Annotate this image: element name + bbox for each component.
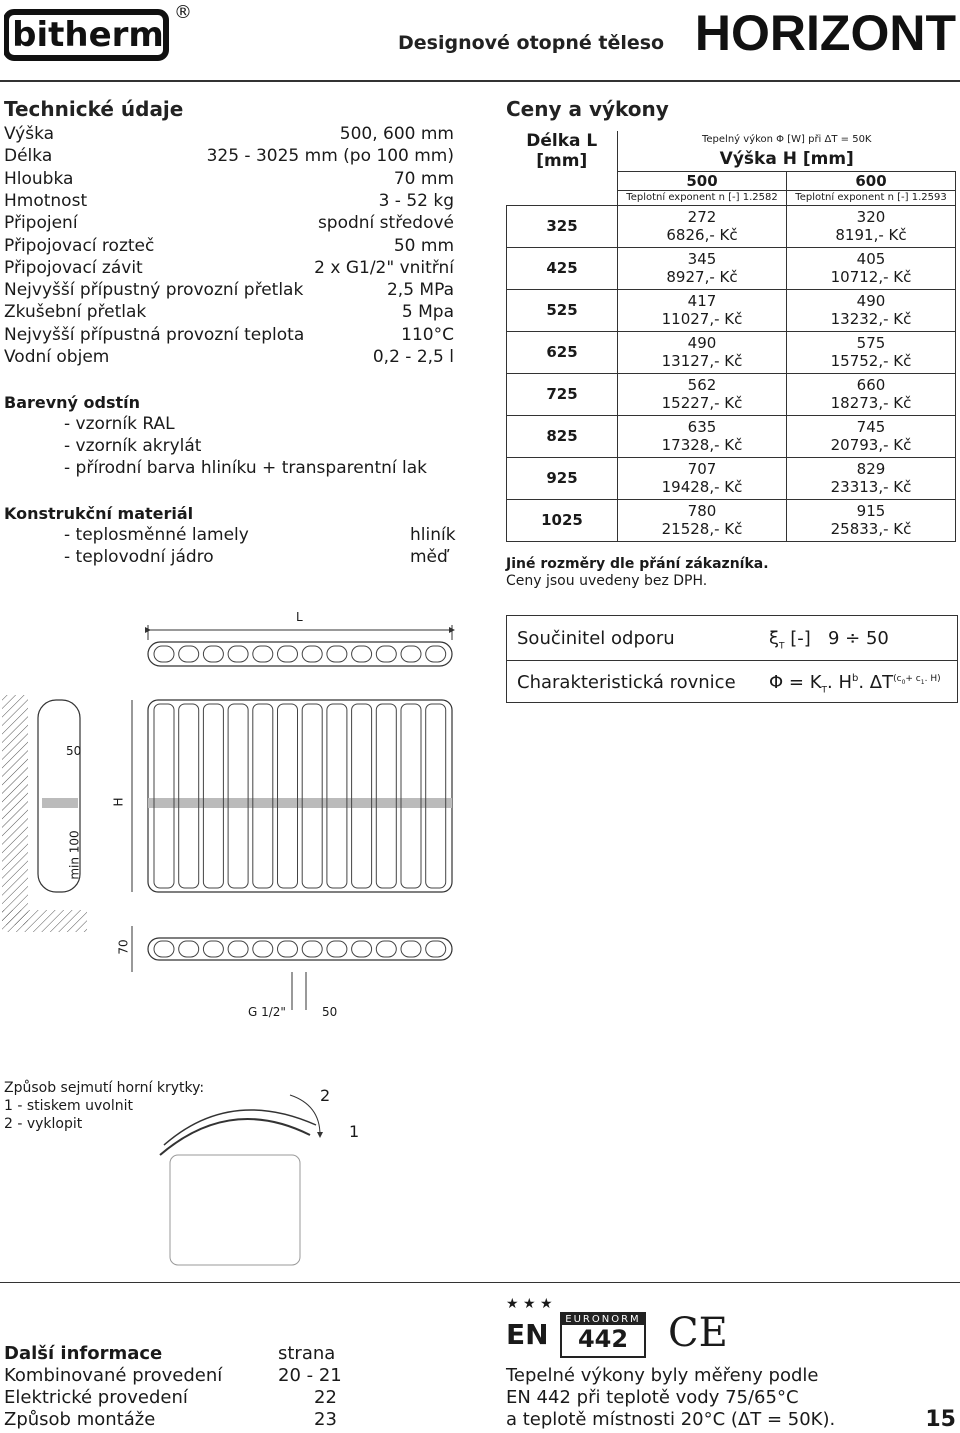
step-number-2: 2 xyxy=(320,1086,331,1105)
length-cell: 625 xyxy=(507,331,618,373)
power-value: 635 xyxy=(687,418,717,436)
fin xyxy=(352,941,372,957)
fin xyxy=(253,704,273,888)
spec-row xyxy=(4,236,454,258)
price-cell xyxy=(787,247,956,289)
spec-row xyxy=(4,213,454,235)
spec-row xyxy=(4,191,454,213)
fin xyxy=(228,646,248,662)
price-value: 21528,- Kč xyxy=(661,520,743,538)
price-row xyxy=(507,331,956,373)
fin xyxy=(253,646,273,662)
power-value: 562 xyxy=(687,376,717,394)
spacer xyxy=(507,190,618,205)
length-cell: 425 xyxy=(507,247,618,289)
fin xyxy=(228,704,248,888)
price-value: 20793,- Kč xyxy=(830,436,912,454)
spec-label: Zkušební přetlak xyxy=(4,302,147,323)
power-value: 490 xyxy=(856,292,886,310)
specs-heading: Technické údaje xyxy=(4,97,184,121)
spec-value: 0,2 - 2,5 l xyxy=(372,347,454,367)
spec-value: 50 mm xyxy=(393,235,454,256)
price-row xyxy=(507,499,956,541)
fin xyxy=(278,941,298,957)
spec-value: 110°C xyxy=(401,324,454,345)
power-value: 915 xyxy=(856,502,886,520)
price-cell xyxy=(618,205,787,247)
price-value: 11027,- Kč xyxy=(661,310,743,328)
prices-heading: Ceny a výkony xyxy=(506,97,669,121)
price-cell xyxy=(787,457,956,499)
fin xyxy=(426,646,446,662)
price-cell xyxy=(787,289,956,331)
fin xyxy=(278,704,298,888)
spec-label: Vodní objem xyxy=(4,347,110,367)
fin xyxy=(352,646,372,662)
price-row xyxy=(507,247,956,289)
resistance-label: Součinitel odporu xyxy=(517,628,675,649)
fin xyxy=(302,646,322,662)
power-value: 490 xyxy=(687,334,717,352)
material-value: hliník xyxy=(410,525,456,545)
more-heading: Další informace xyxy=(4,1343,163,1364)
price-cell xyxy=(618,415,787,457)
spec-label: Připojovací závit xyxy=(4,257,143,278)
fin xyxy=(154,704,174,888)
fin xyxy=(327,704,347,888)
material-item: - teplosměnné lamely xyxy=(64,525,249,545)
dim-H: H xyxy=(111,797,126,807)
color-item: - vzorník RAL xyxy=(64,414,175,434)
dim-L: L xyxy=(296,610,303,624)
spec-value: 2 x G1/2" vnitřní xyxy=(314,257,454,278)
spec-label: Nejvyšší přípustná provozní teplota xyxy=(4,324,305,345)
spec-value: 2,5 MPa xyxy=(386,280,454,301)
price-value: 17328,- Kč xyxy=(661,436,743,454)
fin xyxy=(327,941,347,957)
price-cell xyxy=(787,499,956,541)
cert-text-3: a teplotě místnosti 20°C (ΔT = 50K). xyxy=(506,1409,836,1430)
price-cell xyxy=(618,247,787,289)
fin xyxy=(401,704,421,888)
price-cell xyxy=(618,373,787,415)
page-column-head: strana xyxy=(278,1343,336,1364)
spec-row xyxy=(4,347,454,369)
price-cell xyxy=(618,457,787,499)
price-value: 8191,- Kč xyxy=(835,226,907,244)
spec-row xyxy=(4,169,454,191)
spec-label: Hloubka xyxy=(4,168,74,189)
coefficient-box xyxy=(506,615,958,703)
equation-value: $\Phi = K_T$. $H^b$. $\Delta T^{(c_0+ c_1. H)}$ xyxy=(769,672,941,696)
more-item: Kombinované provedení xyxy=(4,1365,223,1386)
price-cell xyxy=(787,373,956,415)
spec-label: Hmotnost xyxy=(4,190,88,211)
fin xyxy=(401,646,421,662)
spec-row xyxy=(4,146,454,168)
spec-row xyxy=(4,124,454,146)
power-value: 575 xyxy=(856,334,886,352)
power-value: 345 xyxy=(687,250,717,268)
note-custom: Jiné rozměry dle přání zákazníka. xyxy=(506,556,769,572)
price-value: 15227,- Kč xyxy=(661,394,743,412)
note-vat: Ceny jsou uvedeny bez DPH. xyxy=(506,573,708,589)
length-cell: 525 xyxy=(507,289,618,331)
spec-value: spodní středové xyxy=(317,213,454,234)
color-item: - přírodní barva hliníku + transparentní lak xyxy=(64,458,428,478)
power-value: 272 xyxy=(687,208,717,226)
power-value: 320 xyxy=(856,208,886,226)
col-500: 500 xyxy=(618,171,787,190)
price-row xyxy=(507,205,956,247)
length-cell: 1025 xyxy=(507,499,618,541)
more-item: Způsob montáže xyxy=(4,1409,156,1430)
power-value: 405 xyxy=(856,250,886,268)
price-table xyxy=(506,131,956,542)
color-item: - vzorník akrylát xyxy=(64,436,202,456)
exponent-500: Teplotní exponent n [-] 1.2582 xyxy=(618,190,787,205)
material-heading: Konstrukční materiál xyxy=(4,504,194,523)
price-cell xyxy=(618,289,787,331)
price-value: 10712,- Kč xyxy=(830,268,912,286)
equation-label: Charakteristická rovnice xyxy=(517,672,736,693)
price-value: 18273,- Kč xyxy=(830,394,912,412)
cert-text-2: EN 442 při teplotě vody 75/65°C xyxy=(506,1387,799,1408)
fin xyxy=(228,941,248,957)
power-value: 829 xyxy=(856,460,886,478)
registered-mark: ® xyxy=(174,2,192,23)
spec-label: Nejvyšší přípustný provozní přetlak xyxy=(4,280,304,301)
price-row xyxy=(507,289,956,331)
power-value: 745 xyxy=(856,418,886,436)
price-row xyxy=(507,373,956,415)
removal-step2: 2 - vyklopit xyxy=(4,1116,83,1132)
spacer xyxy=(507,171,618,190)
price-row xyxy=(507,457,956,499)
length-header: Délka L [mm] xyxy=(507,131,618,171)
price-value: 6826,- Kč xyxy=(666,226,738,244)
length-cell: 925 xyxy=(507,457,618,499)
page-number: 15 xyxy=(925,1407,956,1432)
product-subtitle: Designové otopné těleso xyxy=(398,32,665,54)
fin xyxy=(376,704,396,888)
fin xyxy=(179,941,199,957)
resistance-value: $\xi_T$ [-] 9 ÷ 50 xyxy=(769,628,889,652)
en-mark: EN xyxy=(506,1318,549,1351)
dim-g12: G 1/2" xyxy=(248,1005,286,1019)
cap-removal-diagram xyxy=(140,1075,360,1275)
price-cell xyxy=(618,331,787,373)
fin xyxy=(278,646,298,662)
price-value: 8927,- Kč xyxy=(666,268,738,286)
spec-row xyxy=(4,280,454,302)
fin xyxy=(154,646,174,662)
material-item: - teplovodní jádro xyxy=(64,547,214,567)
spec-row xyxy=(4,258,454,280)
header-divider xyxy=(0,80,960,82)
price-cell xyxy=(787,415,956,457)
price-value: 13232,- Kč xyxy=(830,310,912,328)
color-heading: Barevný odstín xyxy=(4,393,141,412)
dim-50: 50 xyxy=(66,744,82,758)
length-cell: 825 xyxy=(507,415,618,457)
height-header: Výška H [mm] xyxy=(719,149,854,170)
fin xyxy=(376,941,396,957)
dim-70: 70 xyxy=(116,939,131,955)
dim-50b: 50 xyxy=(322,1005,338,1019)
col-600: 600 xyxy=(787,171,956,190)
spec-value: 500, 600 mm xyxy=(339,124,454,144)
fin xyxy=(426,941,446,957)
more-item-page: 20 - 21 xyxy=(278,1365,342,1386)
price-cell xyxy=(787,205,956,247)
fin xyxy=(253,941,273,957)
power-value: 707 xyxy=(687,460,717,478)
fin xyxy=(179,646,199,662)
fin xyxy=(154,941,174,957)
fin xyxy=(327,646,347,662)
stars-icon: ★ ★ ★ xyxy=(506,1296,553,1312)
euronorm-badge: EURONORM 442 xyxy=(560,1312,646,1358)
fin xyxy=(352,704,372,888)
price-value: 19428,- Kč xyxy=(661,478,743,496)
material-value: měď xyxy=(410,547,448,567)
fin xyxy=(203,941,223,957)
technical-drawing xyxy=(0,600,500,1030)
price-value: 15752,- Kč xyxy=(830,352,912,370)
more-item: Elektrické provedení xyxy=(4,1387,188,1408)
spec-value: 5 Mpa xyxy=(401,302,454,323)
power-value: 660 xyxy=(856,376,886,394)
power-note: Tepelný výkon Φ [W] při ΔT = 50K xyxy=(702,133,872,145)
removal-step1: 1 - stiskem uvolnit xyxy=(4,1098,134,1114)
fin xyxy=(203,646,223,662)
fin xyxy=(426,704,446,888)
dim-min100: min 100 xyxy=(67,830,82,880)
fin xyxy=(203,704,223,888)
power-value: 780 xyxy=(687,502,717,520)
spec-label: Výška xyxy=(4,124,55,144)
price-value: 25833,- Kč xyxy=(830,520,912,538)
fin xyxy=(401,941,421,957)
spec-value: 3 - 52 kg xyxy=(378,190,454,211)
ce-mark-icon: CE xyxy=(668,1310,728,1356)
fin xyxy=(376,646,396,662)
svg-text:bitherm: bitherm xyxy=(12,15,164,55)
price-value: 13127,- Kč xyxy=(661,352,743,370)
more-item-page: 23 xyxy=(314,1409,337,1430)
spec-value: 325 - 3025 mm (po 100 mm) xyxy=(206,146,454,167)
spec-label: Připojení xyxy=(4,213,78,234)
spec-label: Délka xyxy=(4,146,53,167)
removal-title: Způsob sejmutí horní krytky: xyxy=(4,1080,205,1096)
spec-row xyxy=(4,302,454,324)
power-value: 417 xyxy=(687,292,717,310)
fin xyxy=(302,704,322,888)
price-row xyxy=(507,415,956,457)
cert-text-1: Tepelné výkony byly měřeny podle xyxy=(506,1365,819,1386)
fin xyxy=(179,704,199,888)
exponent-600: Teplotní exponent n [-] 1.2593 xyxy=(787,190,956,205)
price-value: 23313,- Kč xyxy=(830,478,912,496)
length-cell: 725 xyxy=(507,373,618,415)
price-cell xyxy=(787,331,956,373)
price-cell xyxy=(618,499,787,541)
spec-value: 70 mm xyxy=(393,168,454,189)
fin xyxy=(302,941,322,957)
product-title: HORIZONT xyxy=(694,5,956,61)
spec-label: Připojovací rozteč xyxy=(4,235,155,256)
brand-logo xyxy=(4,4,172,62)
length-cell: 325 xyxy=(507,205,618,247)
more-item-page: 22 xyxy=(314,1387,337,1408)
step-number-1: 1 xyxy=(349,1122,360,1141)
footer-divider xyxy=(0,1282,960,1283)
spec-row xyxy=(4,325,454,347)
